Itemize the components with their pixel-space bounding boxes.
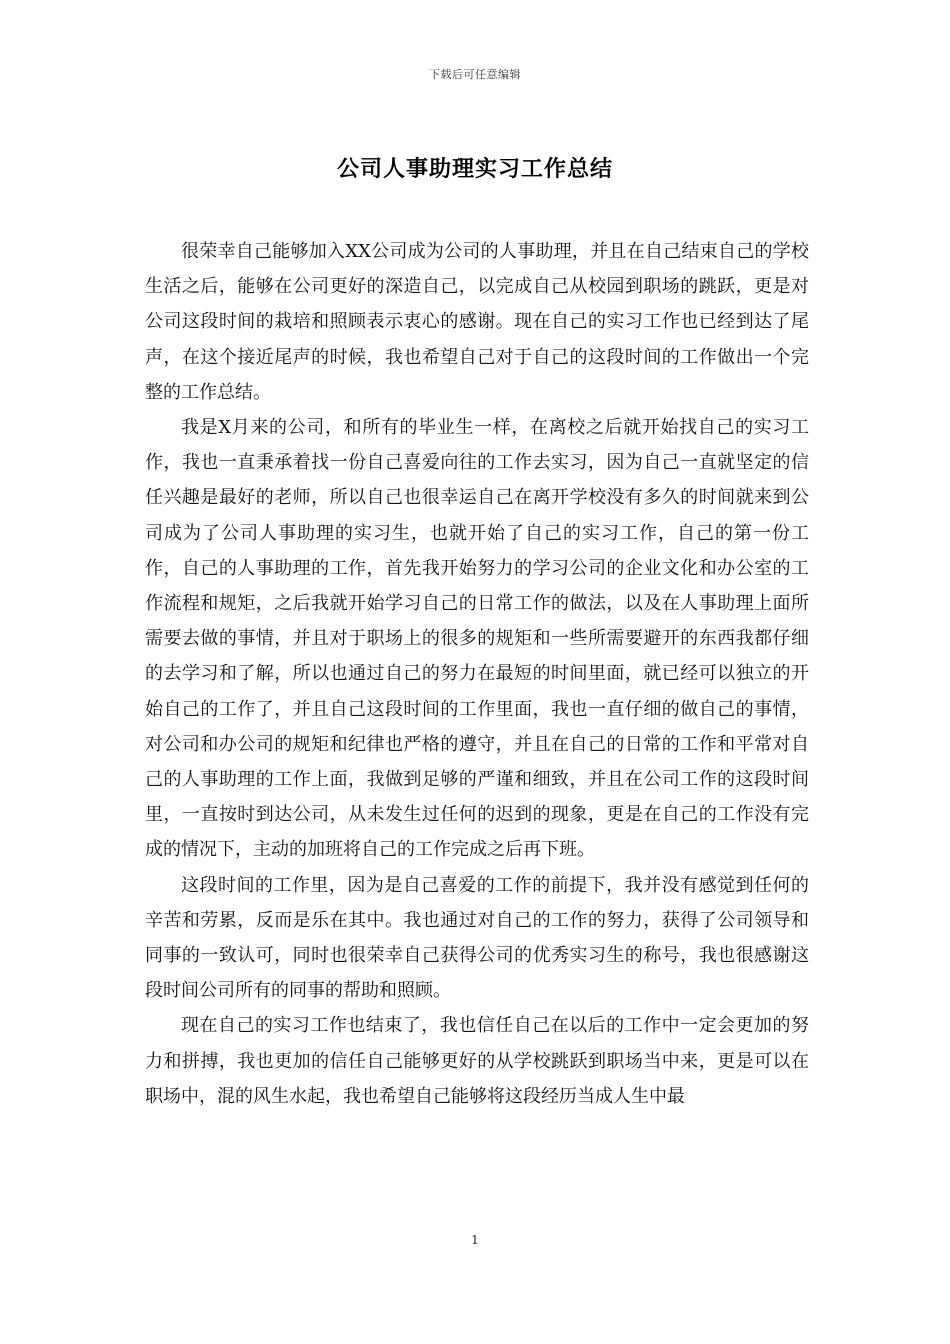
- body-paragraph: 很荣幸自己能够加入XX公司成为公司的人事助理，并且在自己结束自己的学校生活之后，能够在公司更好的深造自己，以完成自己从校园到职场的跳跃，更是对公司这段时间的栽培和照顾表示衷心的感谢。现在自己的实习工作也已经到达了尾声，在这个接近尾声的时候，我也希望自己对于自己的这段时间的工作做出一个完整的工作总结。: [145, 241, 809, 403]
- document-body: [145, 234, 809, 1114]
- header-note: 下载后可任意编辑: [429, 68, 521, 81]
- body-paragraph: 现在自己的实习工作也结束了，我也信任自己在以后的工作中一定会更加的努力和拼搏，我也更加的信任自己能够更好的从学校跳跃到职场当中来，更是可以在职场中，混的风生水起，我也希望自己能够将这段经历当成人生中最: [145, 1015, 809, 1107]
- body-paragraph: 我是X月来的公司，和所有的毕业生一样，在离校之后就开始找自己的实习工作，我也一直秉承着找一份自己喜爱向往的工作去实习，因为自己一直就坚定的信任兴趣是最好的老师，所以自己也很幸运自己在离开学校没有多久的时间就来到公司成为了公司人事助理的实习生，也就开始了自己的实习工作，自己的第一份工作，自己的人事助理的工作，首先我开始努力的学习公司的企业文化和办公室的工作流程和规矩，之后我就开始学习自己的日常工作的做法，以及在人事助理上面所需要去做的事情，并且对于职场上的很多的规矩和一些所需要避开的东西我都仔细的去学习和了解，所以也通过自己的努力在最短的时间里面，就已经可以独立的开始自己的工作了，并且自己这段时间的工作里面，我也一直仔细的做自己的事情，对公司和办公司的规矩和纪律也严格的遵守，并且在自己的日常的工作和平常对自己的人事助理的工作上面，我做到足够的严谨和细致，并且在公司工作的这段时间里，一直按时到达公司，从未发生过任何的迟到的现象，更是在自己的工作没有完成的情况下，主动的加班将自己的工作完成之后再下班。: [145, 417, 809, 861]
- body-paragraph: 这段时间的工作里，因为是自己喜爱的工作的前提下，我并没有感觉到任何的辛苦和劳累，反而是乐在其中。我也通过对自己的工作的努力，获得了公司领导和同事的一致认可，同时也很荣幸自己获得公司的优秀实习生的称号，我也很感谢这段时间公司所有的同事的帮助和照顾。: [145, 874, 809, 1002]
- document-title: 公司人事助理实习工作总结: [336, 156, 613, 182]
- page-number: 1: [471, 1233, 479, 1247]
